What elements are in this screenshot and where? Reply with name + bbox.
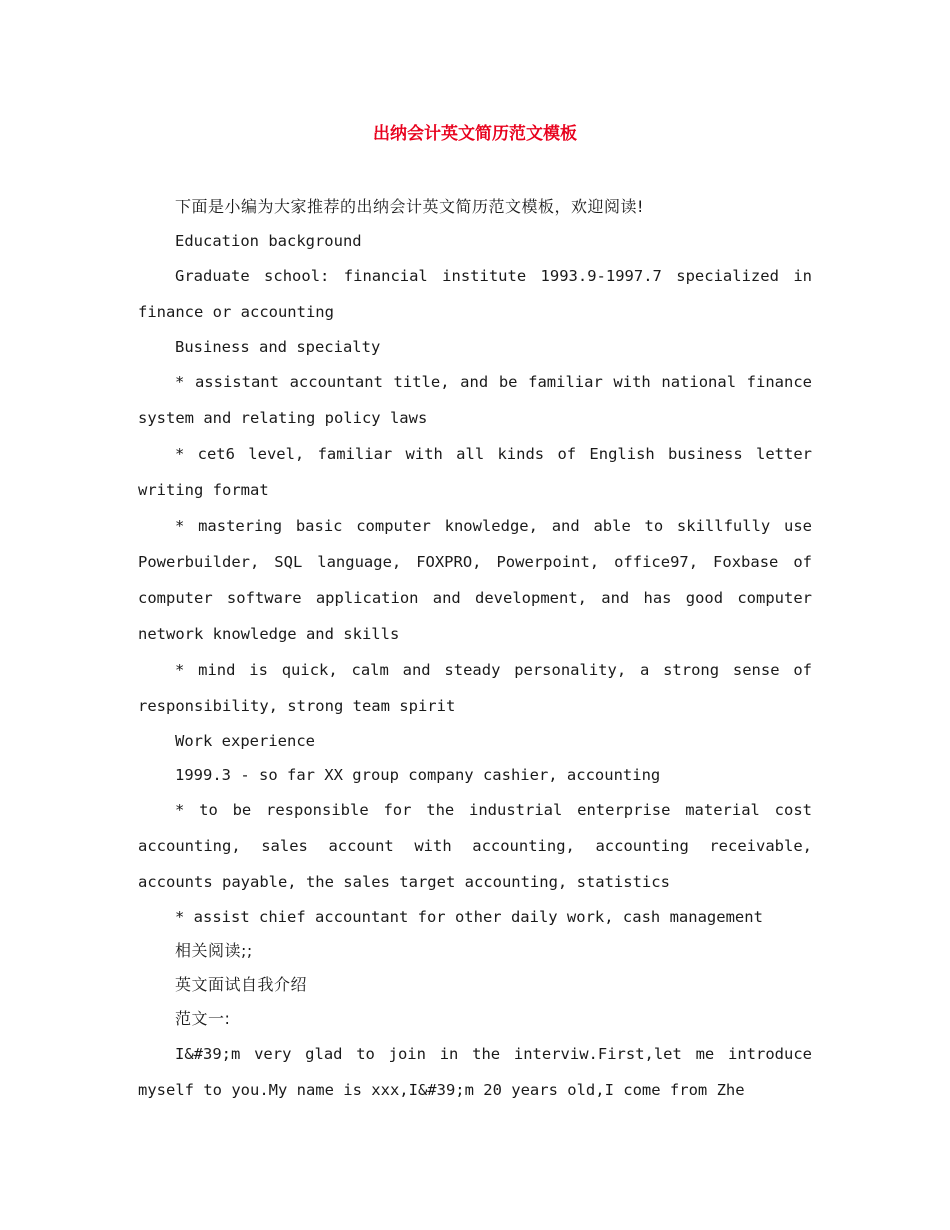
sample-paragraph: I&#39;m very glad to join in the interviw.First,let me introduce myself to you.My name is xxx,I&#39;m 20 years old,I come from Zhe (138, 1045, 812, 1099)
intro-paragraph: 下面是小编为大家推荐的出纳会计英文简历范文模板，欢迎阅读! (175, 197, 644, 216)
related-reading-label: 相关阅读;; (175, 941, 253, 960)
section-heading-specialty: Business and specialty (175, 338, 381, 356)
specialty-item-1: * assistant accountant title, and be familiar with national finance system and relating policy laws (138, 373, 812, 427)
work-item-1: * to be responsible for the industrial enterprise material cost accounting, sales account with accounting, accounting receivable, accounts payable, the sales target accounting, statistics (138, 801, 812, 891)
document-body (138, 190, 812, 1108)
specialty-item-2: * cet6 level, familiar with all kinds of English business letter writing format (138, 445, 812, 499)
education-paragraph: Graduate school: financial institute 1993.9-1997.7 specialized in finance or accounting (138, 267, 812, 321)
section-heading-education: Education background (175, 232, 362, 250)
work-item-2: * assist chief accountant for other daily work, cash management (175, 908, 763, 926)
section-heading-work: Work experience (175, 732, 315, 750)
specialty-item-4: * mind is quick, calm and steady personality, a strong sense of responsibility, strong team spirit (138, 661, 812, 715)
work-entry: 1999.3 - so far XX group company cashier, accounting (175, 766, 661, 784)
specialty-item-3: * mastering basic computer knowledge, and able to skillfully use Powerbuilder, SQL language, FOXPRO, Powerpoint, office97, Foxbase of computer software application and development, and has good computer network knowledge and skills (138, 517, 812, 643)
document-title: 出纳会计英文简历范文模板 (373, 124, 577, 144)
sample-label: 范文一: (175, 1009, 231, 1028)
related-topic-heading: 英文面试自我介绍 (175, 975, 308, 994)
